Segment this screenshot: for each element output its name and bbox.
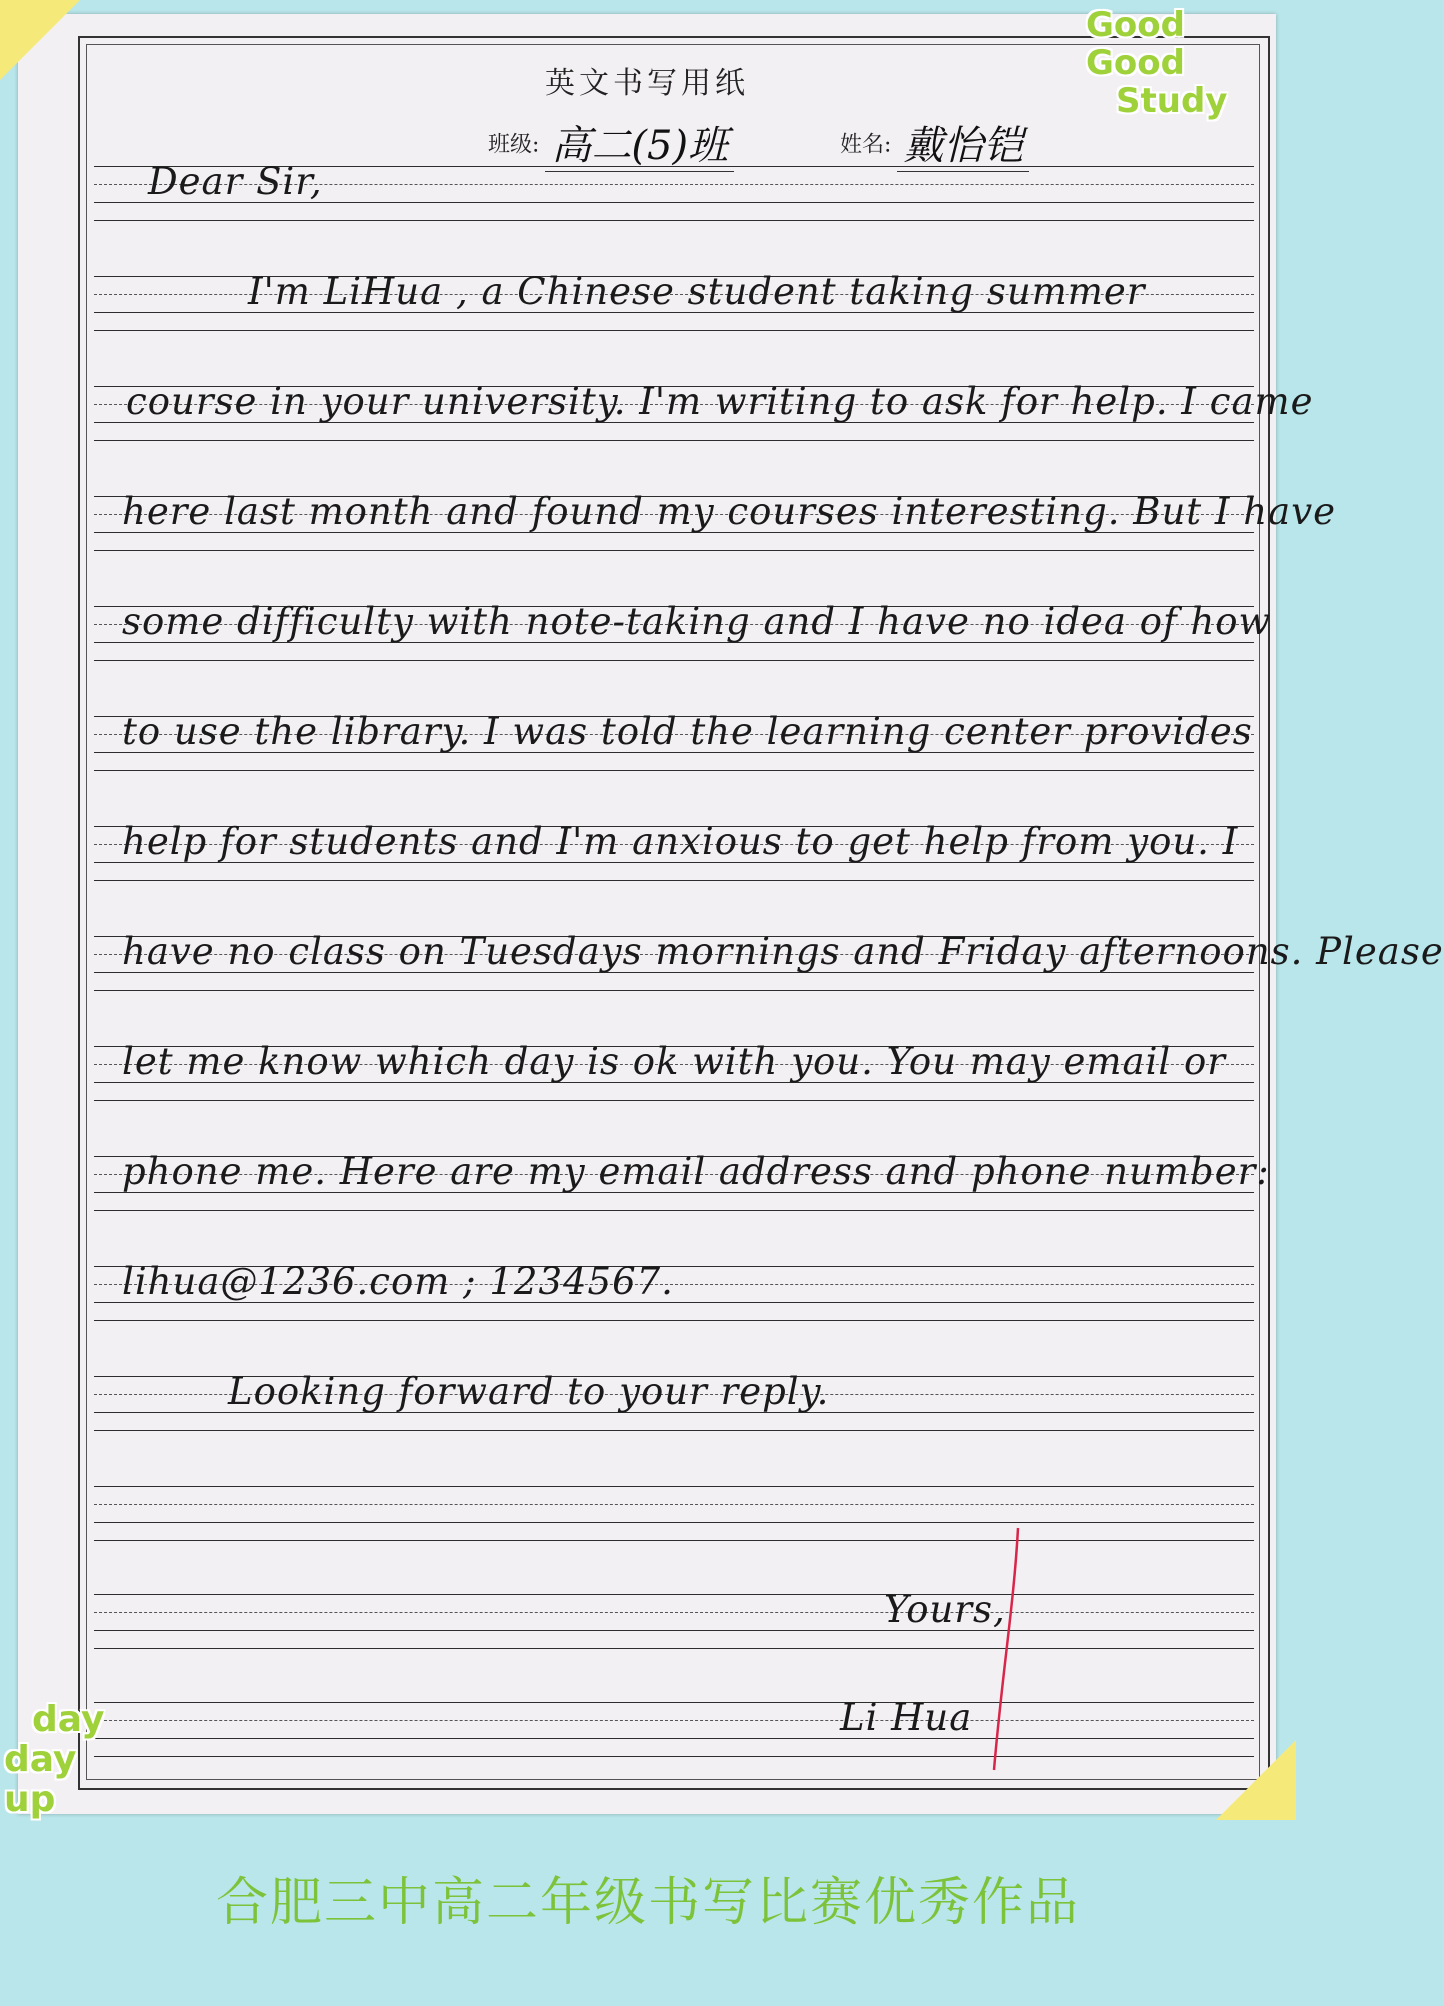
sticker-text-line-1: day	[32, 1699, 105, 1740]
ruled-line	[94, 1210, 1254, 1211]
handwritten-line: course in your university. I'm writing to ask for help. I came	[126, 380, 1314, 423]
sticker-text-line-2: day up	[4, 1739, 77, 1820]
handwritten-line: to use the library. I was told the learning center provides	[122, 710, 1253, 753]
name-value: 戴怡铠	[897, 114, 1029, 172]
writing-paper	[18, 14, 1444, 1814]
handwritten-line: let me know which day is ok with you. You may email or	[122, 1040, 1226, 1083]
ruled-line	[94, 1430, 1254, 1431]
ruled-line	[94, 1738, 1254, 1739]
ruled-line	[94, 1100, 1254, 1101]
handwritten-line: lihua@1236.com ; 1234567.	[122, 1260, 674, 1303]
corner-decoration-top-left	[0, 0, 80, 80]
ruled-line	[94, 1504, 1254, 1505]
red-ink-stroke	[988, 1524, 1028, 1774]
ruled-line	[94, 550, 1254, 551]
ruled-lines	[18, 14, 1444, 1814]
ruled-line-group	[94, 1594, 1254, 1654]
class-value: 高二(5)班	[545, 114, 734, 172]
class-label: 班级:	[488, 132, 540, 158]
day-day-up-sticker	[4, 1699, 134, 1820]
handwritten-line: Li Hua	[840, 1696, 973, 1739]
handwritten-line: help for students and I'm anxious to get help from you. I	[122, 820, 1239, 863]
good-good-study-sticker	[1086, 5, 1286, 121]
ruled-line-group	[94, 1486, 1254, 1546]
ruled-line	[94, 1702, 1254, 1703]
ruled-line	[94, 660, 1254, 661]
ruled-line	[94, 1612, 1254, 1613]
ruled-line	[94, 1756, 1254, 1757]
ruled-line	[94, 1648, 1254, 1649]
name-label: 姓名:	[840, 132, 892, 158]
ruled-line	[94, 1540, 1254, 1541]
sheet-title: 英文书写用纸	[545, 66, 749, 101]
corner-decoration-bottom-right	[1216, 1740, 1296, 1820]
ruled-line-group	[94, 1702, 1254, 1762]
ruled-line	[94, 1486, 1254, 1487]
ruled-line	[94, 330, 1254, 331]
ruled-line	[94, 1594, 1254, 1595]
handwritten-line: I'm LiHua , a Chinese student taking summer	[248, 270, 1146, 313]
ruled-line	[94, 1320, 1254, 1321]
ruled-line	[94, 1630, 1254, 1631]
caption: 合肥三中高二年级书写比赛优秀作品	[215, 1873, 1080, 1933]
handwritten-line: Yours,	[884, 1588, 1006, 1631]
ruled-line	[94, 990, 1254, 991]
handwritten-line: here last month and found my courses interesting. But I have	[122, 490, 1336, 533]
sticker-text-line-2: Study	[1116, 81, 1228, 121]
handwritten-line: Looking forward to your reply.	[228, 1370, 830, 1413]
handwritten-line: Dear Sir,	[148, 160, 323, 203]
ruled-line	[94, 1522, 1254, 1523]
sticker-text-line-1: Good Good	[1086, 5, 1185, 83]
ruled-line	[94, 440, 1254, 441]
ruled-line	[94, 220, 1254, 221]
handwritten-line: some difficulty with note-taking and I have no idea of how	[122, 600, 1272, 643]
ruled-line	[94, 1720, 1254, 1721]
handwritten-line: phone me. Here are my email address and phone number:	[122, 1150, 1270, 1193]
ruled-line	[94, 770, 1254, 771]
handwritten-line: have no class on Tuesdays mornings and Friday afternoons. Please	[122, 930, 1444, 973]
ruled-line	[94, 880, 1254, 881]
